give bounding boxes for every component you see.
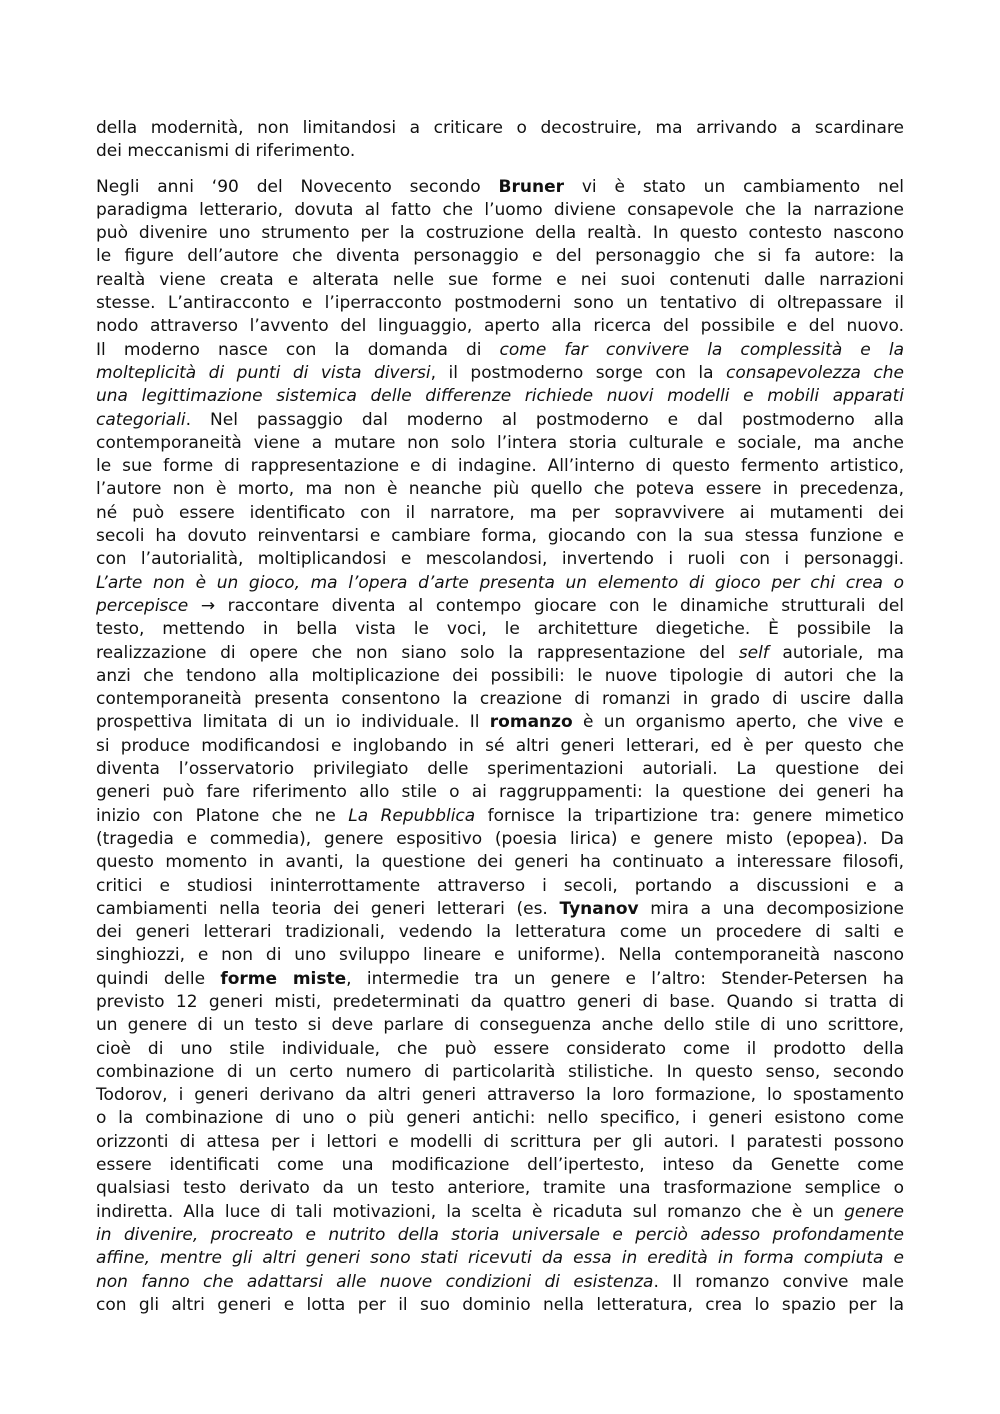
text-run: contemporaneità viene a mutare non solo l’intera storia culturale e sociale, ma anche	[96, 432, 904, 453]
text-line	[96, 1177, 904, 1200]
text-run: realtà viene creata e alterata nelle sue forme e nei suoi contenuti dalle narrazioni	[96, 269, 904, 290]
text-run: le sue forme di rappresentazione e di indagine. All’interno di questo fermento artistico,	[96, 456, 904, 477]
text-run: qualsiasi testo derivato da un testo anteriore, tramite una trasformazione semplice o	[96, 1178, 904, 1199]
text-run: (tragedia e commedia), genere espositivo (poesia lirica) e genere misto (epopea). Da	[96, 828, 904, 849]
text-line	[96, 991, 904, 1014]
text-line	[96, 1131, 904, 1154]
italic-text: consapevolezza che	[725, 362, 904, 383]
text-line	[96, 222, 904, 245]
italic-text: La Repubblica	[348, 805, 476, 826]
text-run: contemporaneità presenta consentono la creazione di romanzi in grado di uscire dalla	[96, 689, 904, 710]
text-line	[96, 805, 904, 828]
text-line	[96, 432, 904, 455]
bold-text: forme miste	[220, 968, 347, 989]
text-line	[96, 478, 904, 501]
italic-text: self	[738, 642, 769, 663]
text-run: essere identificati come una modificazione dell’ipertesto, inteso da Genette come	[96, 1155, 904, 1176]
text-run: si produce modificandosi e inglobando in sé altri generi letterari, ed è per questo che	[96, 735, 904, 756]
text-line	[96, 315, 904, 338]
text-run: l’autore non è morto, ma non è neanche più quello che poteva essere in precedenza,	[96, 479, 904, 500]
italic-text: non fanno che adattarsi alle nuove condizioni di esistenza	[96, 1271, 654, 1292]
text-line	[96, 502, 904, 525]
text-line	[96, 140, 904, 163]
text-run: paradigma letterario, dovuta al fatto che l’uomo diviene consapevole che la narrazione	[96, 199, 904, 220]
text-run: combinazione di un certo numero di particolarità stilistiche. In questo senso, secondo	[96, 1061, 904, 1082]
text-run: un genere di un testo si deve parlare di conseguenza anche dello stile di uno scrittore,	[96, 1015, 904, 1036]
italic-text: genere	[844, 1201, 904, 1222]
text-run: critici e studiosi ininterrottamente attraverso i secoli, portando a discussioni e a	[96, 875, 904, 896]
text-run: , il postmoderno sorge con la	[430, 362, 726, 383]
text-line	[96, 1271, 904, 1294]
text-run: autoriale, ma	[768, 642, 904, 663]
text-run: stesse. L’antiracconto e l’iperracconto postmoderni sono un tentativo di oltrepassare il	[96, 293, 904, 314]
text-run: vi è stato un cambiamento nel	[564, 176, 904, 197]
text-line	[96, 1061, 904, 1084]
text-run: secoli ha dovuto reinventarsi e cambiare forma, giocando con la sua stessa funzione e	[96, 526, 904, 547]
text-line	[96, 1038, 904, 1061]
text-run: testo, mettendo in bella vista le voci, le architetture diegetiche. È possibile la	[96, 619, 904, 640]
text-line	[96, 292, 904, 315]
italic-text: molteplicità di punti di vista diversi	[96, 362, 431, 383]
text-line	[96, 642, 904, 665]
italic-text: affine, mentre gli altri generi sono stati ricevuti da essa in eredità in forma compiuta e	[96, 1248, 904, 1269]
italic-text: categoriali	[96, 409, 186, 430]
paragraph	[96, 176, 904, 1318]
text-line	[96, 1084, 904, 1107]
text-run: . Il romanzo convive male	[653, 1271, 904, 1292]
text-line	[96, 176, 904, 199]
text-run: dei generi letterari tradizionali, vedendo la letteratura come un procedere di salti e	[96, 922, 904, 943]
text-run: è un organismo aperto, che vive e	[572, 712, 904, 733]
italic-text: in divenire, procreato e nutrito della storia universale e perciò adesso profondamente	[96, 1224, 904, 1245]
text-run: , intermedie tra un genere e l’altro: Stender-Petersen ha	[346, 968, 905, 989]
text-run: quindi delle	[96, 968, 221, 989]
text-line	[96, 828, 904, 851]
text-run: . Nel passaggio dal moderno al postmoderno e dal postmoderno alla	[185, 409, 904, 430]
text-run: cambiamenti nella teoria dei generi letterari (es.	[96, 898, 560, 919]
text-line	[96, 618, 904, 641]
text-run: Il moderno nasce con la domanda di	[96, 339, 500, 360]
text-line	[96, 921, 904, 944]
italic-text: come far convivere la complessità e la	[499, 339, 904, 360]
text-run: questo momento in avanti, la questione dei generi ha continuato a interessare filosofi,	[96, 852, 904, 873]
text-run: orizzonti di attesa per i lettori e modelli di scrittura per gli autori. I paratesti possono	[96, 1131, 904, 1152]
text-line	[96, 269, 904, 292]
text-run: generi può fare riferimento allo stile o ai raggruppamenti: la questione dei generi ha	[96, 782, 904, 803]
text-run: cioè di uno stile individuale, che può essere considerato come il prodotto della	[96, 1038, 904, 1059]
text-line	[96, 758, 904, 781]
text-line	[96, 875, 904, 898]
text-run: fornisce la tripartizione tra: genere mimetico	[475, 805, 904, 826]
bold-text: romanzo	[489, 712, 573, 733]
text-line	[96, 1154, 904, 1177]
italic-text: una legittimazione sistemica delle differenze richiede nuovi modelli e mobili apparati	[96, 386, 904, 407]
text-line	[96, 968, 904, 991]
text-run: Todorov, i generi derivano da altri generi attraverso la loro formazione, lo spostamento	[96, 1085, 904, 1106]
text-line	[96, 898, 904, 921]
text-line	[96, 781, 904, 804]
text-run: anzi che tendono alla moltiplicazione dei possibili: le nuove tipologie di autori che la	[96, 665, 904, 686]
text-line	[96, 245, 904, 268]
italic-text: L’arte non è un gioco, ma l’opera d’arte presenta un elemento di gioco per chi crea o	[96, 572, 904, 593]
text-run: indiretta. Alla luce di tali motivazioni, la scelta è ricaduta sul romanzo che è un	[96, 1201, 845, 1222]
text-line	[96, 1247, 904, 1270]
text-line	[96, 1294, 904, 1317]
text-line	[96, 1107, 904, 1130]
text-line	[96, 1224, 904, 1247]
body-text	[96, 117, 904, 1317]
text-run: → raccontare diventa al contempo giocare con le dinamiche strutturali del	[188, 595, 904, 616]
text-run: con gli altri generi e lotta per il suo dominio nella letteratura, crea lo spazio per la	[96, 1294, 904, 1315]
text-run: può divenire uno strumento per la costruzione della realtà. In questo contesto nascono	[96, 223, 904, 244]
text-line	[96, 117, 904, 140]
text-line	[96, 572, 904, 595]
text-line	[96, 1201, 904, 1224]
text-run: mira a una decomposizione	[638, 898, 904, 919]
text-run: o la combinazione di uno o più generi antichi: nello specifico, i generi esistono come	[96, 1108, 904, 1129]
text-run: realizzazione di opere che non siano solo la rappresentazione del	[96, 642, 739, 663]
text-run: inizio con Platone che ne	[96, 805, 349, 826]
text-line	[96, 851, 904, 874]
text-line	[96, 735, 904, 758]
text-line	[96, 665, 904, 688]
paragraph	[96, 117, 904, 164]
text-line	[96, 409, 904, 432]
bold-text: Bruner	[498, 176, 565, 197]
text-line	[96, 385, 904, 408]
text-line	[96, 362, 904, 385]
text-line	[96, 339, 904, 362]
bold-text: Tynanov	[559, 898, 639, 919]
text-run: dei meccanismi di riferimento.	[96, 141, 356, 162]
text-run: le figure dell’autore che diventa personaggio e del personaggio che si fa autore: la	[96, 246, 904, 267]
text-line	[96, 711, 904, 734]
text-run: della modernità, non limitandosi a criticare o decostruire, ma arrivando a scardinare	[96, 118, 904, 138]
text-run: nodo attraverso l’avvento del linguaggio, aperto alla ricerca del possibile e del nuovo.	[96, 316, 904, 337]
text-line	[96, 455, 904, 478]
text-run: previsto 12 generi misti, predeterminati da quattro generi di base. Quando si tratta di	[96, 991, 904, 1012]
text-line	[96, 548, 904, 571]
text-line	[96, 1014, 904, 1037]
text-run: con l’autorialità, moltiplicandosi e mescolandosi, invertendo i ruoli con i personaggi.	[96, 549, 904, 570]
text-run: Negli anni ‘90 del Novecento secondo	[96, 176, 499, 197]
text-run: prospettiva limitata di un io individuale. Il	[96, 712, 490, 733]
text-line	[96, 688, 904, 711]
italic-text: percepisce	[96, 595, 189, 616]
text-line	[96, 595, 904, 618]
text-line	[96, 944, 904, 967]
text-line	[96, 525, 904, 548]
text-run: né può essere identificato con il narratore, ma per sopravvivere ai mutamenti dei	[96, 502, 904, 523]
text-run: singhiozzi, e non di uno sviluppo lineare e uniforme). Nella contemporaneità nascono	[96, 945, 904, 966]
text-line	[96, 199, 904, 222]
text-run: diventa l’osservatorio privilegiato delle sperimentazioni autoriali. La questione dei	[96, 759, 904, 780]
